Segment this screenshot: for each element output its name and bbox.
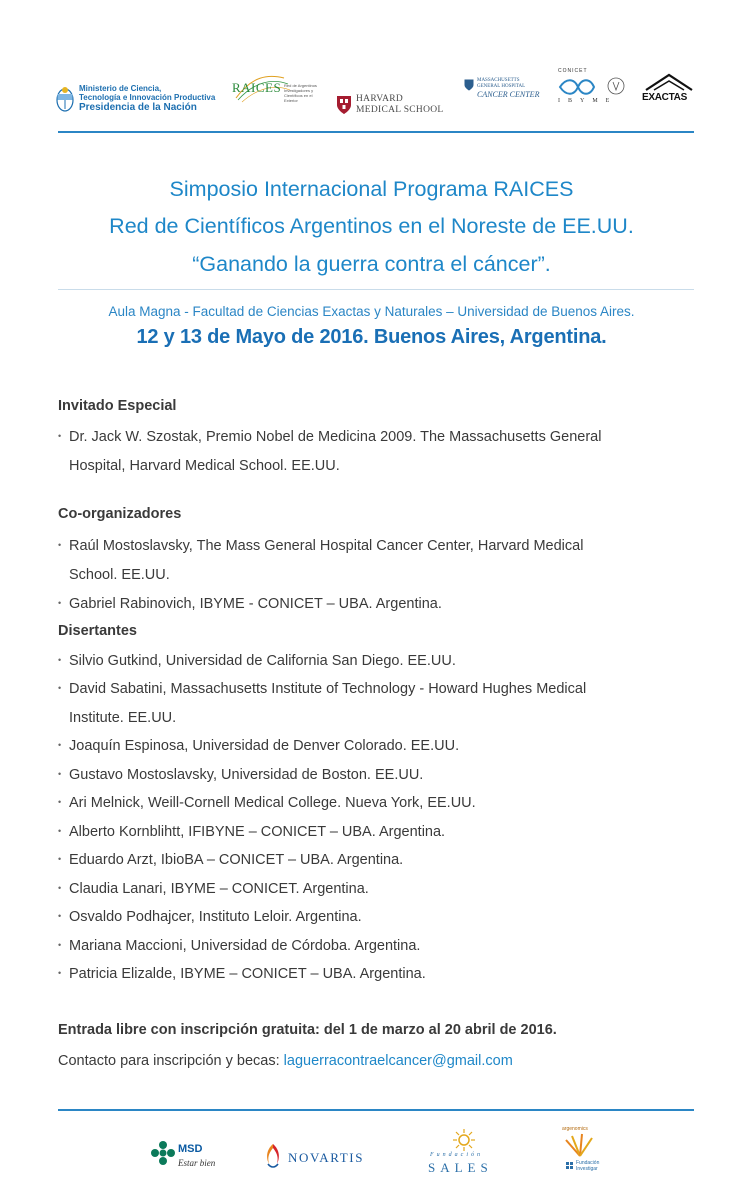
raices-logo [232,68,322,118]
list-item: • Gabriel Rabinovich, IBYME - CONICET – UBA. Argentina. [58,589,442,619]
ministerio-line1: Ministerio de Ciencia, [79,84,162,93]
exactas-name: EXACTAS [642,92,687,103]
venue: Aula Magna - Facultad de Ciencias Exactas y Naturales – Universidad de Buenos Aires. [108,304,635,319]
bullet-icon: • [58,826,62,836]
bullet-icon: • [58,655,62,665]
mgh-shield-icon [464,79,474,91]
msd-logo [150,1140,240,1180]
list-item: • Gustavo Mostoslavsky, Universidad de Boston. EE.UU. [58,760,423,790]
bullet-icon: • [58,598,62,608]
list-item: • Dr. Jack W. Szostak, Premio Nobel de Medicina 2009. The Massachusetts General Hospital, Harvard Medical School. EE.UU. [58,422,601,480]
mgh-line3: CANCER CENTER [477,90,540,99]
harvard-shield-icon [336,95,352,115]
msd-name: MSD [178,1143,203,1155]
title-divider [58,289,694,290]
bullet-icon: • [58,968,62,978]
harvard-line1: HARVARD [356,94,404,104]
bullet-icon: • [58,769,62,779]
list-item: • Alberto Kornblihtt, IFIBYNE – CONICET – UBA. Argentina. [58,817,445,847]
list-item: • David Sabatini, Massachusetts Institute of Technology - Howard Hughes Medical Institute. EE.UU. [58,674,586,732]
contacto [58,1053,513,1069]
conicet-ibyme-logo [556,66,632,108]
harvard-line2: MEDICAL SCHOOL [356,105,444,115]
bottom-divider [58,1109,694,1111]
sun-icon [452,1128,476,1152]
escudo-icon [56,85,74,113]
list-item: • Raúl Mostoslavsky, The Mass General Hospital Cancer Center, Harvard Medical School. EE.UU. [58,531,583,589]
mgh-logo [464,78,539,128]
argenomics-name: argenomics [562,1126,588,1132]
raices-subtitle: Red de Argentinos Investigadores y Científicos en el Exterior [284,83,317,103]
list-item: • Eduardo Arzt, IbioBA – CONICET – UBA. Argentina. [58,845,403,875]
list-item: • Patricia Elizalde, IBYME – CONICET – UBA. Argentina. [58,959,426,989]
fundacion-investigar: Fundación Investigar [576,1160,600,1172]
entrada-libre: Entrada libre con inscripción gratuita: del 1 de marzo al 20 abril de 2016. [58,1022,557,1038]
list-item: • Silvio Gutkind, Universidad de California San Diego. EE.UU. [58,646,456,676]
header-logos [56,66,696,116]
list-item: • Mariana Maccioni, Universidad de Córdoba. Argentina. [58,931,420,961]
mgh-line2: GENERAL HOSPITAL [477,84,526,89]
list-item: • Joaquín Espinosa, Universidad de Denver Colorado. EE.UU. [58,731,459,761]
section-title-disertantes: Disertantes [58,623,137,639]
bullet-icon: • [58,854,62,864]
raices-name: RAICES [232,80,282,95]
novartis-flame-icon [262,1142,284,1168]
list-item: • Claudia Lanari, IBYME – CONICET. Argentina. [58,874,369,904]
bullet-icon: • [58,540,62,550]
bullet-icon: • [58,740,62,750]
title-line3: “Ganando la guerra contra el cáncer”. [192,252,551,276]
exactas-logo [642,72,698,106]
conicet-name: CONICET [558,68,588,74]
section-title-coorganizadores: Co-organizadores [58,506,182,522]
ibyme-name: IBYME [558,98,618,104]
event-dates: 12 y 13 de Mayo de 2016. Buenos Aires, Argentina. [136,326,607,348]
bullet-icon: • [58,940,62,950]
bullet-icon: • [58,911,62,921]
ministerio-line2: Tecnología e Innovación Productiva [79,93,216,102]
mgh-line1: MASSACHUSETTS [477,78,520,83]
conicet-infinity-icon [556,76,632,98]
contacto-label: Contacto para inscripción y becas: [58,1053,284,1069]
bullet-icon: • [58,683,62,693]
list-item: • Ari Melnick, Weill-Cornell Medical College. Nueva York, EE.UU. [58,788,476,818]
ministerio-line3: Presidencia de la Nación [79,102,197,113]
harvard-logo [336,80,444,130]
ministerio-logo [56,74,215,124]
msd-tagline: Estar bien [178,1158,216,1168]
contact-email-link[interactable]: laguerracontraelcancer@gmail.com [283,1053,513,1069]
title-line2: Red de Científicos Argentinos en el Noreste de EE.UU. [109,214,634,238]
fundacion-sales-logo [424,1128,520,1184]
exactas-roof-icon [644,72,694,92]
bullet-icon: • [58,797,62,807]
bullet-icon: • [58,883,62,893]
sponsors [0,1120,743,1200]
title-line1: Simposio Internacional Programa RAICES [169,177,574,201]
sales-prefix: Fundación [430,1152,483,1158]
section-title-invitado: Invitado Especial [58,398,177,414]
msd-cross-icon [150,1140,176,1166]
argenomics-logo [558,1126,618,1186]
top-divider [58,131,694,133]
bullet-icon: • [58,431,62,441]
novartis-name: NOVARTIS [288,1150,365,1165]
novartis-logo [262,1142,396,1172]
list-item: • Osvaldo Podhajcer, Instituto Leloir. Argentina. [58,902,362,932]
sales-name: SALES [428,1160,493,1175]
